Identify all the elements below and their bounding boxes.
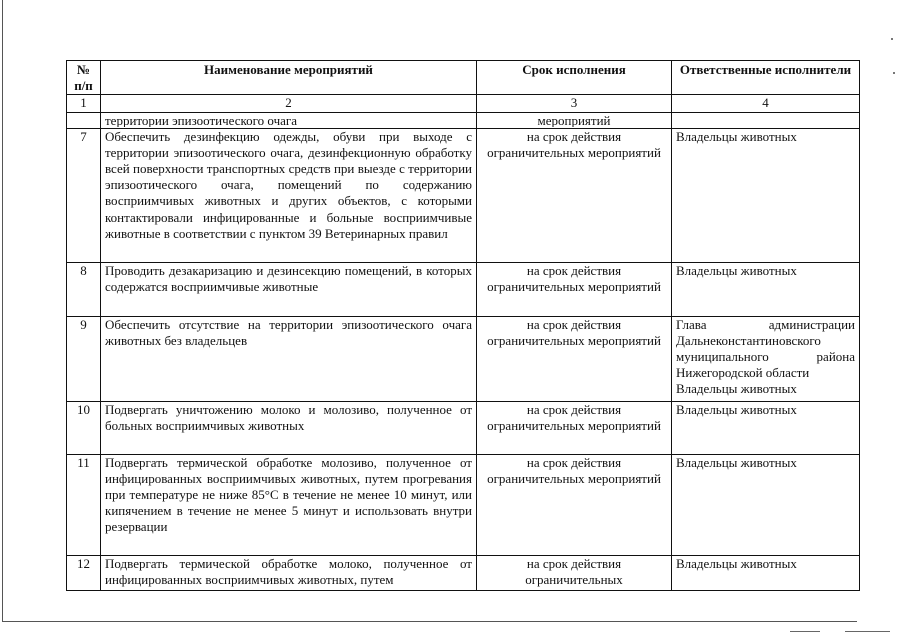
table-row bbox=[67, 401, 860, 454]
measure-name-text: территории эпизоотического очага bbox=[105, 112, 297, 127]
table-row bbox=[67, 316, 860, 401]
row-number: 7 bbox=[67, 128, 101, 262]
scan-speck bbox=[893, 72, 895, 74]
header-responsible: Ответственные исполнители bbox=[672, 61, 860, 95]
column-numbers-row bbox=[67, 95, 860, 112]
table-row bbox=[67, 128, 860, 262]
scan-bottom-edge bbox=[2, 621, 857, 622]
deadline: на срок действия ограничительных мероприятий bbox=[477, 262, 672, 316]
responsible: Владельцы животных bbox=[672, 555, 860, 590]
deadline: на срок действия ограничительных bbox=[477, 555, 672, 590]
measures-table bbox=[66, 60, 860, 591]
column-number: 4 bbox=[672, 95, 860, 112]
header-deadline: Срок исполнения bbox=[477, 61, 672, 95]
deadline: на срок действия ограничительных мероприятий bbox=[477, 401, 672, 454]
row-number: 8 bbox=[67, 262, 101, 316]
responsible: Владельцы животных bbox=[672, 401, 860, 454]
responsible-line: Владельцы животных bbox=[676, 381, 797, 397]
responsible: Владельцы животных bbox=[672, 128, 860, 262]
responsible: Владельцы животных bbox=[672, 454, 860, 555]
measure-name bbox=[101, 555, 477, 590]
measure-name: Проводить дезакаризацию и дезинсекцию помещений, в которых содержатся восприимчивые животные bbox=[101, 262, 477, 316]
column-number: 3 bbox=[477, 95, 672, 112]
measure-name: Подвергать уничтожению молоко и молозиво, полученное от больных восприимчивых животных bbox=[101, 401, 477, 454]
responsible: Владельцы животных bbox=[672, 262, 860, 316]
responsible-line: муниципального района bbox=[676, 349, 855, 365]
responsible-line: Нижегородской области bbox=[676, 365, 810, 381]
row-number: 10 bbox=[67, 401, 101, 454]
deadline: на срок действия ограничительных мероприятий bbox=[477, 128, 672, 262]
responsible bbox=[672, 112, 860, 128]
measure-name: Обеспечить отсутствие на территории эпизоотического очага животных без владельцев bbox=[101, 316, 477, 401]
deadline: на срок действия ограничительных мероприятий bbox=[477, 316, 672, 401]
table-row bbox=[67, 262, 860, 316]
row-number bbox=[67, 112, 101, 128]
header-number: № п/п bbox=[67, 61, 101, 95]
column-number: 1 bbox=[67, 95, 101, 112]
deadline bbox=[477, 112, 672, 128]
deadline: на срок действия ограничительных мероприятий bbox=[477, 454, 672, 555]
scan-left-edge bbox=[2, 0, 3, 622]
responsible-line: Глава администрации bbox=[676, 316, 855, 332]
responsible-line: Дальнеконстантиновского bbox=[676, 332, 821, 348]
column-number: 2 bbox=[101, 95, 477, 112]
table-header-row bbox=[67, 61, 860, 95]
scan-artifact-line bbox=[845, 631, 890, 632]
deadline-text: мероприятий bbox=[537, 112, 611, 127]
measure-name-text: Подвергать термической обработке молоко, полученное от инфицированных восприимчивых животных, путем bbox=[105, 555, 472, 587]
measure-name: Подвергать термической обработке молозиво, полученное от инфицированных восприимчивых животных, путем прогревания при температуре не ниже 85°С в течение не менее 10 минут, или кипячением в течение не менее 5 минут и использовать внутри резервации bbox=[101, 454, 477, 555]
table-row bbox=[67, 555, 860, 590]
row-number: 11 bbox=[67, 454, 101, 555]
row-number: 9 bbox=[67, 316, 101, 401]
scan-speck bbox=[891, 38, 893, 40]
continuation-row bbox=[67, 112, 860, 128]
header-name: Наименование мероприятий bbox=[101, 61, 477, 95]
measure-name bbox=[101, 112, 477, 128]
scan-artifact-line bbox=[790, 631, 820, 632]
measure-name: Обеспечить дезинфекцию одежды, обуви при выходе с территории эпизоотического очага, дезинфекционную обработку всей поверхности транспортных средств при выезде с территории эпизоотического очага, помещений по содержанию восприимчивых животных и других объектов, с которыми контактировали инфицированные и больные восприимчивые животные в соответствии с пунктом 39 Ветеринарных правил bbox=[101, 128, 477, 262]
row-number: 12 bbox=[67, 555, 101, 590]
responsible bbox=[672, 316, 860, 401]
table-row bbox=[67, 454, 860, 555]
